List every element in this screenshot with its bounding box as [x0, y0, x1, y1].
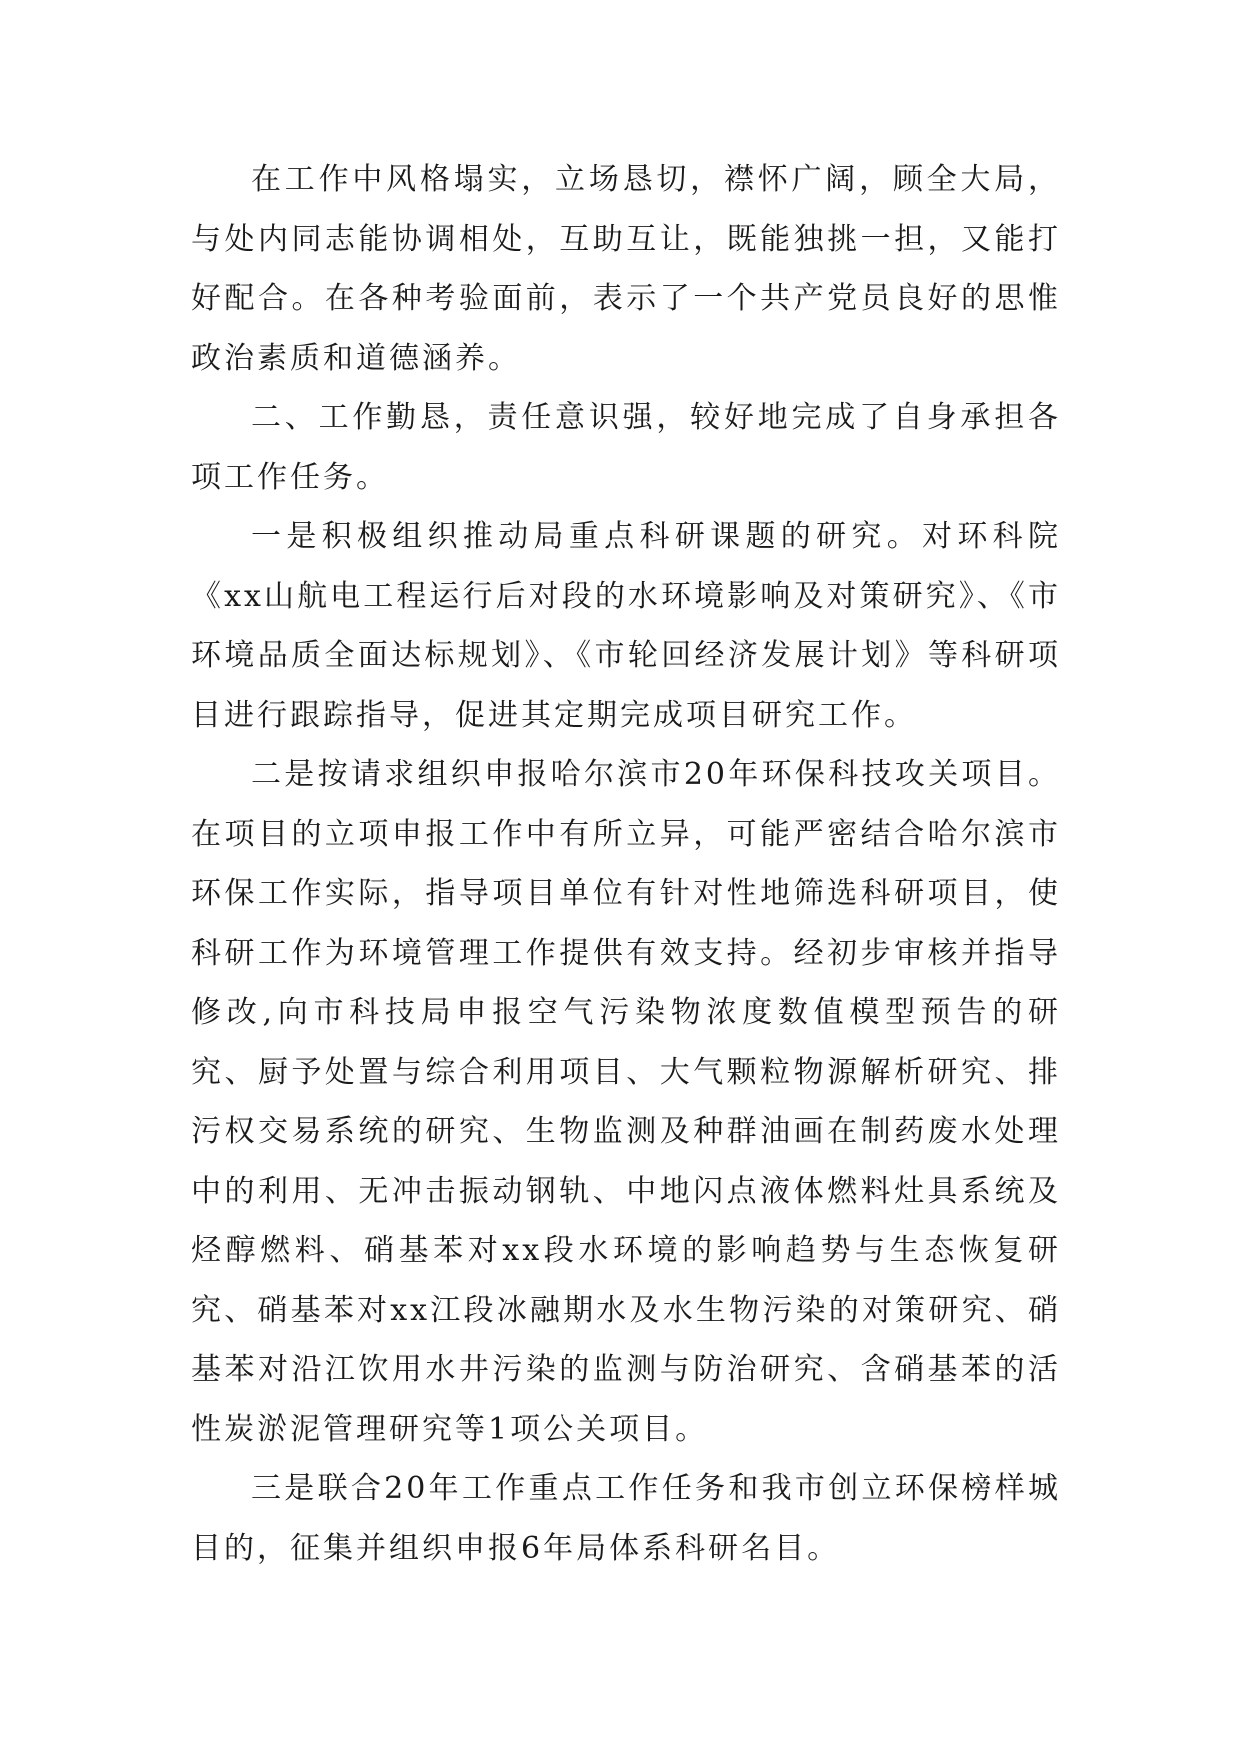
paragraph-item-one: 一是积极组织推动局重点科研课题的研究。对环科院《xx山航电工程运行后对段的水环境影响及对策研究》、《市环境品质全面达标规划》、《市轮回经济发展计划》等科研项目进行跟踪指导，促进其定期完成项目研究工作。: [191, 519, 1061, 733]
paragraph-item-two: 二是按请求组织申报哈尔滨市20年环保科技攻关项目。在项目的立项申报工作中有所立异，可能严密结合哈尔滨市环保工作实际，指导项目单位有针对性地筛选科研项目，使科研工作为环境管理工作提供有效支持。经初步审核并指导修改,向市科技局申报空气污染物浓度数值模型预告的研究、厨予处置与综合利用项目、大气颗粒物源解析研究、排污权交易系统的研究、生物监测及种群油画在制药废水处理中的利用、无冲击振动钢轨、中地闪点液体燃料灶具系统及烃醇燃料、硝基苯对xx段水环境的影响趋势与生态恢复研究、硝基苯对xx江段冰融期水及水生物污染的对策研究、硝基苯对沿江饮用水井污染的监测与防治研究、含硝基苯的活性炭淤泥管理研究等1项公关项目。: [191, 757, 1061, 1447]
paragraph-item-three: 三是联合20年工作重点工作任务和我市创立环保榜样城目的，征集并组织申报6年局体系科研名目。: [191, 1471, 1061, 1566]
document-body: [191, 150, 1061, 1578]
paragraph-work-style: 在工作中风格塌实，立场恳切，襟怀广阔，顾全大局，与处内同志能协调相处，互助互让，既能独挑一担，又能打好配合。在各种考验面前，表示了一个共产党员良好的思惟政治素质和道德涵养。: [191, 162, 1061, 376]
paragraph-section-two-heading: 二、工作勤恳，责任意识强，较好地完成了自身承担各项工作任务。: [191, 400, 1061, 495]
